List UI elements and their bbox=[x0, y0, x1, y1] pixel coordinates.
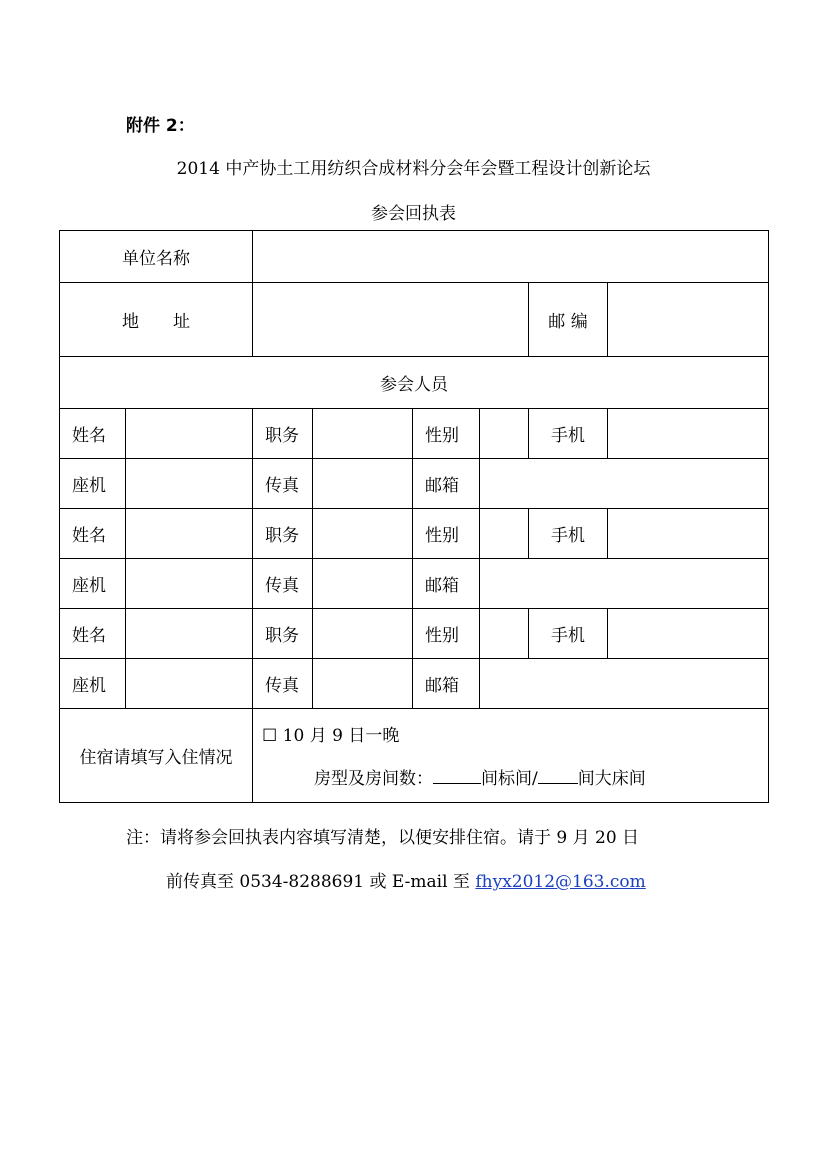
name-label: 姓名 bbox=[60, 509, 126, 559]
email-field[interactable] bbox=[480, 559, 769, 609]
fax-label: 传真 bbox=[253, 659, 313, 709]
participant-1-row-b bbox=[60, 459, 769, 509]
name-field[interactable] bbox=[126, 509, 253, 559]
landline-label: 座机 bbox=[60, 659, 126, 709]
mobile-field[interactable] bbox=[608, 409, 769, 459]
mobile-label: 手机 bbox=[529, 409, 608, 459]
king-room-label: 间大床间 bbox=[577, 768, 646, 789]
landline-label: 座机 bbox=[60, 459, 126, 509]
fax-field[interactable] bbox=[313, 659, 413, 709]
gender-label: 性别 bbox=[413, 409, 480, 459]
position-field[interactable] bbox=[313, 509, 413, 559]
lodging-row bbox=[60, 709, 769, 803]
participant-3-row-a bbox=[60, 609, 769, 659]
mobile-field[interactable] bbox=[608, 609, 769, 659]
name-field[interactable] bbox=[126, 609, 253, 659]
standard-room-label: 间标间/ bbox=[481, 768, 538, 789]
standard-room-count-field[interactable] bbox=[433, 769, 481, 784]
gender-field[interactable] bbox=[480, 409, 529, 459]
lodging-label: 住宿请填写入住情况 bbox=[60, 709, 253, 803]
participant-3-row-b bbox=[60, 659, 769, 709]
unit-name-label: 单位名称 bbox=[60, 231, 253, 283]
document-title: 2014 中产协土工用纺织合成材料分会年会暨工程设计创新论坛 bbox=[176, 159, 651, 179]
lodging-date: 10 月 9 日一晚 bbox=[277, 725, 400, 746]
form-subtitle: 参会回执表 bbox=[371, 204, 456, 224]
room-type-label: 房型及房间数： bbox=[314, 768, 433, 789]
name-label: 姓名 bbox=[60, 609, 126, 659]
position-label: 职务 bbox=[253, 509, 313, 559]
note-line-2-text: 前传真至 0534-8288691 或 E-mail 至 bbox=[166, 872, 476, 892]
email-field[interactable] bbox=[480, 459, 769, 509]
gender-label: 性别 bbox=[413, 609, 480, 659]
landline-field[interactable] bbox=[126, 459, 253, 509]
mobile-field[interactable] bbox=[608, 509, 769, 559]
landline-field[interactable] bbox=[126, 659, 253, 709]
position-field[interactable] bbox=[313, 609, 413, 659]
position-label: 职务 bbox=[253, 409, 313, 459]
attachment-label: 附件 2： bbox=[126, 116, 195, 136]
participants-header-row bbox=[60, 357, 769, 409]
unit-name-field[interactable] bbox=[253, 231, 769, 283]
landline-field[interactable] bbox=[126, 559, 253, 609]
name-label: 姓名 bbox=[60, 409, 126, 459]
email-link[interactable]: fhyx2012@163.com bbox=[475, 872, 646, 892]
address-label: 地 址 bbox=[60, 283, 253, 357]
gender-field[interactable] bbox=[480, 509, 529, 559]
note-line-1: 注：请将参会回执表内容填写清楚，以便安排住宿。请于 9 月 20 日 bbox=[126, 828, 640, 848]
postcode-label: 邮 编 bbox=[529, 283, 608, 357]
email-label: 邮箱 bbox=[413, 559, 480, 609]
email-field[interactable] bbox=[480, 659, 769, 709]
participant-2-row-a bbox=[60, 509, 769, 559]
fax-label: 传真 bbox=[253, 559, 313, 609]
lodging-checkbox[interactable]: ☐ bbox=[262, 725, 278, 746]
fax-field[interactable] bbox=[313, 459, 413, 509]
king-room-count-field[interactable] bbox=[538, 769, 578, 784]
postcode-field[interactable] bbox=[608, 283, 769, 357]
participants-header: 参会人员 bbox=[60, 357, 769, 409]
name-field[interactable] bbox=[126, 409, 253, 459]
mobile-label: 手机 bbox=[529, 609, 608, 659]
email-label: 邮箱 bbox=[413, 659, 480, 709]
position-field[interactable] bbox=[313, 409, 413, 459]
fax-label: 传真 bbox=[253, 459, 313, 509]
unit-name-row bbox=[60, 231, 769, 283]
participant-2-row-b bbox=[60, 559, 769, 609]
address-row bbox=[60, 283, 769, 357]
participant-1-row-a bbox=[60, 409, 769, 459]
fax-field[interactable] bbox=[313, 559, 413, 609]
email-label: 邮箱 bbox=[413, 459, 480, 509]
registration-form-table bbox=[59, 230, 769, 803]
landline-label: 座机 bbox=[60, 559, 126, 609]
gender-label: 性别 bbox=[413, 509, 480, 559]
address-field[interactable] bbox=[253, 283, 529, 357]
position-label: 职务 bbox=[253, 609, 313, 659]
gender-field[interactable] bbox=[480, 609, 529, 659]
mobile-label: 手机 bbox=[529, 509, 608, 559]
lodging-options bbox=[253, 709, 769, 803]
note-line-2 bbox=[166, 867, 646, 892]
